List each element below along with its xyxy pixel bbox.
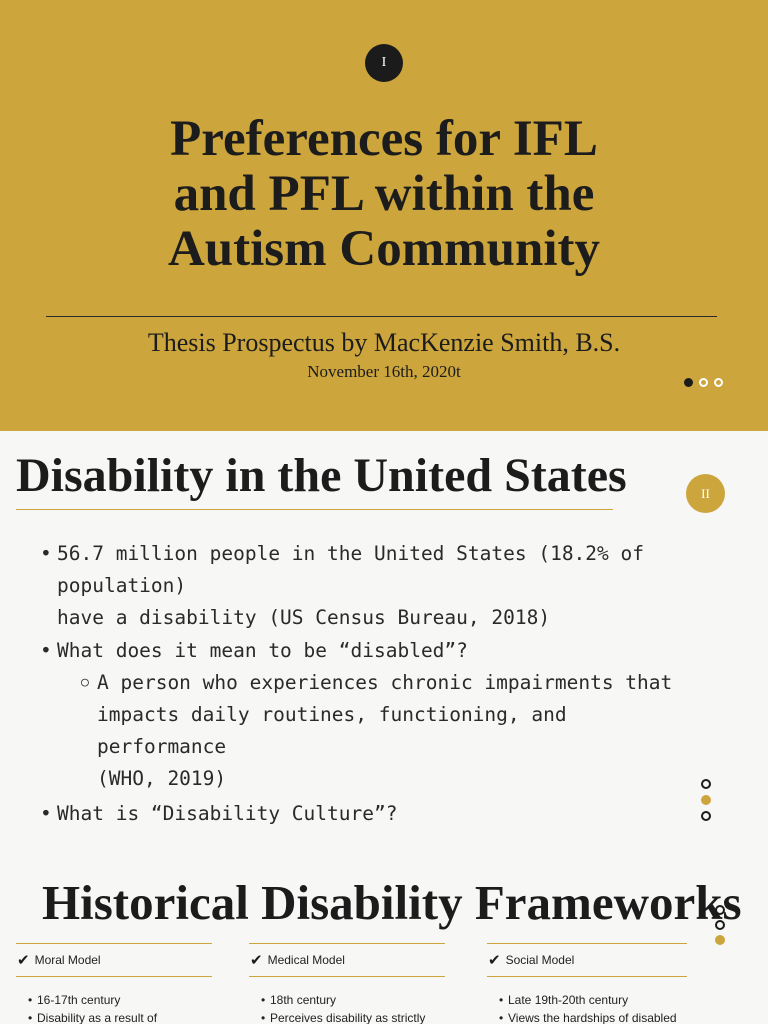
- slide-date: November 16th, 2020t: [307, 362, 461, 381]
- slide-number-badge: I: [365, 44, 403, 82]
- title-line: Preferences for IFL: [170, 111, 598, 167]
- bullet-text: A person who experiences chronic impairments that: [97, 671, 673, 694]
- checkmark-icon: ✔: [250, 952, 263, 969]
- list-item: • Late 19th-20th century: [487, 991, 687, 1009]
- pagination-dot: [699, 378, 708, 387]
- pagination-dots: [715, 905, 725, 945]
- title-slide: [0, 0, 768, 431]
- divider: [16, 976, 212, 977]
- list-item: • 16-17th century: [16, 991, 212, 1009]
- framework-column: [487, 943, 687, 1024]
- bullet-text: What does it mean to be “disabled”?: [57, 639, 468, 662]
- list-item: • Perceives disability as strictly: [249, 1009, 445, 1024]
- bullet-marker: •: [40, 802, 52, 825]
- checkmark-icon: ✔: [488, 952, 501, 969]
- slide-title: [0, 112, 768, 277]
- slide-title: Historical Disability Frameworks: [42, 875, 742, 930]
- pagination-dot: [715, 905, 725, 915]
- bullet-text: What is “Disability Culture”?: [57, 802, 398, 825]
- title-line: and PFL within the: [173, 166, 595, 222]
- pagination-dot: [714, 378, 723, 387]
- slide-number-badge: II: [686, 474, 725, 513]
- pagination-dot-active: [684, 378, 693, 387]
- pagination-dot-active: [715, 935, 725, 945]
- bullet-marker: •: [40, 639, 52, 662]
- pagination-dot: [701, 811, 711, 821]
- framework-column: [249, 943, 445, 1024]
- bullet-text: 56.7 million people in the United States (18.2% of population): [57, 542, 644, 597]
- pagination-dot-active: [701, 795, 711, 805]
- bullet-marker: •: [40, 542, 52, 565]
- sub-bullet-marker: ○: [81, 675, 89, 690]
- pagination-dot: [701, 779, 711, 789]
- column-heading: Medical Model: [267, 953, 345, 967]
- column-heading: Moral Model: [34, 953, 101, 967]
- divider: [249, 976, 445, 977]
- pagination-dots: [701, 779, 711, 821]
- pagination-dots: [684, 378, 723, 387]
- bullet-text: (WHO, 2019): [97, 767, 227, 790]
- divider: [487, 976, 687, 977]
- bullet-text: have a disability (US Census Bureau, 2018): [57, 606, 551, 629]
- title-line: Autism Community: [167, 221, 601, 277]
- slide-title: Disability in the United States: [16, 449, 627, 502]
- framework-column: [16, 943, 212, 1024]
- list-item: • Disability as a result of: [16, 1009, 212, 1024]
- slide-subtitle: Thesis Prospectus by MacKenzie Smith, B.S.: [147, 328, 621, 357]
- title-underline: [16, 509, 613, 510]
- list-item: • 18th century: [249, 991, 445, 1009]
- divider: [46, 316, 717, 317]
- column-heading: Social Model: [505, 953, 575, 967]
- bullet-text: impacts daily routines, functioning, and performance: [97, 703, 567, 758]
- pagination-dot: [715, 920, 725, 930]
- checkmark-icon: ✔: [17, 952, 30, 969]
- list-item: • Views the hardships of disabled: [487, 1009, 687, 1024]
